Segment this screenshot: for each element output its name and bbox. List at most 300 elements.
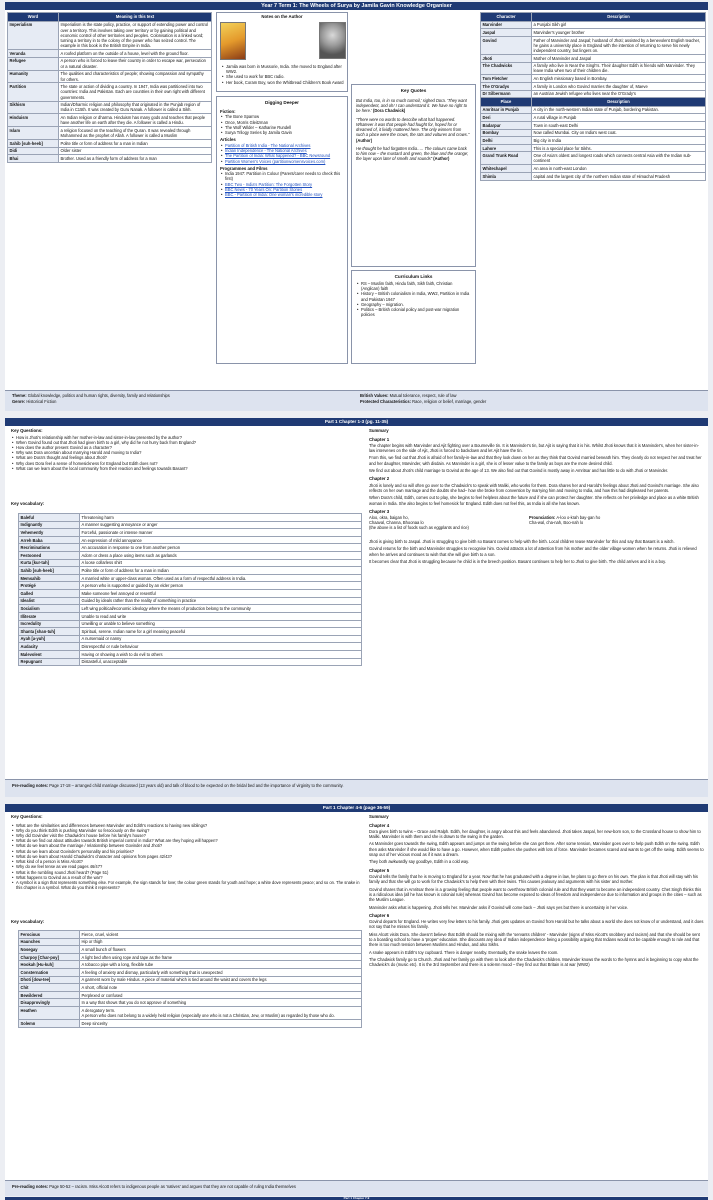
part1-ch4-6-title: Part 1 Chapter 4-6 (page 36-59) <box>5 804 708 812</box>
definition: This is a special place for Sikhs. <box>532 144 706 152</box>
key-questions-list <box>11 435 361 472</box>
chapter-2-text <box>369 483 704 506</box>
resource-link[interactable]: BBC - Partition of India: One woman's incredible story <box>225 192 323 198</box>
vocab-row <box>19 590 362 598</box>
character-row <box>481 62 706 75</box>
key-questions-title: Key Questions: <box>11 428 43 433</box>
quote-attribution: (Author) <box>433 156 450 162</box>
definition: An accusation in response to one from another person <box>80 544 362 552</box>
definition: Polite title or form of address for a man in Indian <box>59 140 212 148</box>
definition: Father of Marvinder and Jaspal; husband of Jhoti; assisted by a benevolent English teacher, he gains a university place in England with the intention of returning to serve his newly independent country, but lingers on. <box>532 36 706 54</box>
place-row <box>481 106 706 114</box>
vocab-row <box>19 597 362 605</box>
term: Shanta [shan-tuh] <box>19 628 80 636</box>
term: Consternation <box>19 969 80 977</box>
chapter-1-heading: Chapter 1 <box>369 436 390 442</box>
term: Audacity <box>19 643 80 651</box>
summary-paragraph: Govind tells the family that he is moving to England for a year. Now that he has graduated with a degree in law, he plans to go there on his own. The plan is that Jhoti will stay with his family and that she will go to work for the Chadwick's to help them with their twins. This causes jealousy and arguments with his sister and mother. <box>369 873 698 884</box>
list-item <box>220 159 344 164</box>
vocab-row <box>19 574 362 582</box>
characters-places-table <box>480 12 706 181</box>
summary-paragraph: Marvinder asks what is happening. Jhoti tells her. Marvinder asks if Govind will come back – Jhoti says yes but there is uncertainty in her voice. <box>369 904 629 910</box>
summary-title: Summary <box>369 814 389 819</box>
pre-reading-label: Pre-reading notes: <box>12 1184 49 1189</box>
quote-text: "There were no words to describe what had happened. Whatever it was that people had fought for, hoped for or dreamed of, it lividly mattered here. The only winners from such a place were the crows, the rats and vultures and crows." <box>356 116 470 138</box>
protected-characteristics-line <box>360 399 700 404</box>
term: Jhoti <box>481 54 532 62</box>
term: Bhai <box>8 155 59 163</box>
organiser-title: Year 7 Term 1: The Wheels of Surya by Jamila Gavin Knowledge Organiser <box>5 2 708 10</box>
resource-link[interactable]: Partition of British India - The National Archives <box>225 142 311 148</box>
vocab-row <box>8 147 212 155</box>
vocab-row <box>19 582 362 590</box>
quote <box>356 146 471 162</box>
term: Grand Trunk Road <box>481 152 532 165</box>
vocab-row <box>19 643 362 651</box>
resource-link[interactable]: BBC Two - India's Partition: The Forgotten Story <box>225 181 313 187</box>
definition: A rural village in Punjab <box>532 114 706 122</box>
summary-paragraph: A snake appears in Edith's toy cupboard. There is danger nearby. Eventually, the snake leaves the room. <box>369 949 559 955</box>
term: Kurta [kur-tah] <box>19 559 80 567</box>
list-item: • What is the rumbling sound Jhoti heard? (Page 51) <box>11 870 361 875</box>
term: Islam <box>8 127 59 140</box>
definition: A roofed platform on the outside of a house, level with the ground floor. <box>59 50 212 58</box>
summary-paragraph: Dora gives birth to twins – Grace and Ralph. Edith, her daughter, is angry about this and feels abandoned. Jhoti takes Jaspal, her new-born son, to the Crossland house to show him to Mailki. Marvinder is with them and she is drawn to the swing in the garden. <box>369 828 701 839</box>
vocab-row <box>19 991 362 999</box>
definition: A tobacco pipe with a long, flexible tube <box>80 961 362 969</box>
list-item: • A symbol is a sign that represents something else. For example, the sign stands for love; the colour green stands for youth and hope; a white dove represents peace; and so on. The snake in this chapter is a symbol. What do you think it represents? <box>11 880 361 890</box>
definition: Spiritual, serene. Indian name for a girl meaning peaceful <box>80 628 362 636</box>
definition: Threatening harm <box>80 514 362 522</box>
vocab-row <box>8 57 212 70</box>
definition: A garment worn by male Hindus. A piece of material which is tied around the waist and covers the legs <box>80 976 362 984</box>
programmes-heading: Programmes and Films <box>220 165 268 171</box>
character-row <box>481 75 706 83</box>
book-cover-image <box>220 22 246 60</box>
vocab-row <box>8 83 212 101</box>
place-row <box>481 144 706 152</box>
list-item: • What kind of a person is Miss Alcott? <box>11 859 361 864</box>
list-item: • Politics – British colonial policy and post-war migration policies <box>356 307 471 317</box>
chapter-1-text <box>369 443 704 474</box>
list-item <box>220 171 344 181</box>
vocab-row <box>19 976 362 984</box>
summary-p2 <box>369 428 704 774</box>
definition: A person who is supported or guided by an elder person <box>80 582 362 590</box>
vocab-row <box>19 961 362 969</box>
term: Marvinder <box>481 21 532 29</box>
resource-link: India 1947: Partition in Colour (Parent/carer needs to check this first) <box>225 171 341 182</box>
term: Whitechapel <box>481 165 532 173</box>
themes-band <box>5 390 708 411</box>
term: Badarpur <box>481 122 532 130</box>
vocab-row <box>19 635 362 643</box>
term: Jaspal <box>481 29 532 37</box>
vocab-row <box>8 127 212 140</box>
programmes-list <box>220 171 344 197</box>
vocab-row <box>19 984 362 992</box>
theme-line <box>12 393 342 398</box>
character-row <box>481 54 706 62</box>
definition: Unwilling or unable to believe something <box>80 620 362 628</box>
term: Ferocious <box>19 931 80 939</box>
food-list: Aloo, okra, baigan ho, Chaaval, Channa, Bhoonaa lo (the above is a list of foods such as eggplants and rice) <box>369 514 469 531</box>
definition: One of Asia's oldest and longest roads which connects central Asia with the Indian sub-continent <box>532 152 706 165</box>
key-quotes-box <box>351 84 476 267</box>
place-row <box>481 114 706 122</box>
chapter-3-heading: Chapter 3 <box>369 508 390 514</box>
definition: capital and the largest city of the northern Indian state of Himachal Pradesh <box>532 172 706 180</box>
articles-heading: Articles <box>220 137 236 143</box>
vocab-row <box>19 529 362 537</box>
vocab-row <box>19 552 362 560</box>
definition: Imperialism is the state policy, practice, or support of extending power and control over a territory. This involves taking over territory or by gaining political and economic control of other territories and peoples. Colonisation is a linked word; turning a territory in to the colony of the power who has seized control. The example in this book is the British Empire in India. <box>59 21 212 50</box>
vocab-row <box>8 21 212 50</box>
vocab-row <box>19 938 362 946</box>
summary-paragraph: Govind shares that in Amritsar there is a growing feeling that people want to overthrow British colonial rule and that they want to become an independent country. Chet Singh thinks this is a ridiculous idea (all he has known is colonial rule) whereas Govind has become exposed to ideas of freedom and independence due to information and groups in the cities – such as the Muslim League. <box>369 886 702 902</box>
definition: Having or showing a wish to do evil to others <box>80 650 362 658</box>
list-item: • Why do you think Edith is pushing Marvinder so ferociously on the swing? <box>11 828 361 833</box>
vocab-table-p1 <box>7 12 212 163</box>
key-vocab-heading: Key vocabulary: <box>11 501 45 506</box>
definition: Left wing political/economic ideology where the means of production belong to the community <box>80 605 362 613</box>
term: Delhi <box>481 137 532 145</box>
place-header: Place <box>481 98 532 107</box>
fiction-heading: Fiction: <box>220 108 236 114</box>
key-quotes-title: Key Quotes <box>400 88 427 93</box>
quote <box>356 98 471 114</box>
term: Sahib [suh-heeb] <box>19 567 80 575</box>
list-item: • What do we learn about Harold Chadwick's character and opinions from pages 42/43? <box>11 854 361 859</box>
list-item: • What happens to Govind as a result of the war? <box>11 875 361 880</box>
definition: A family who live in Near the Singh's. Their daughter Edith is friends with Marvinder. They leave India when two of their children die. <box>532 62 706 75</box>
list-item: • Jamila was born in Mussorie, India. She moved to England after WW2. <box>221 64 345 74</box>
resource-link[interactable]: The Partition of India: What happened? - BBC Newsround <box>225 153 331 159</box>
chapter-6-heading: Chapter 6 <box>369 912 390 918</box>
vocab-row <box>19 931 362 939</box>
author-notes-title: Notes on the Author <box>261 14 303 19</box>
term: Idealist <box>19 597 80 605</box>
place-row <box>481 137 706 145</box>
word-header: Word <box>8 13 59 22</box>
definition: In a way that shows that you do not approve of something <box>80 999 362 1007</box>
vocab-row <box>8 155 212 163</box>
definition: A married white or upper-class woman. Often used as a form of respectful address in India. <box>80 574 362 582</box>
definition: Big city in India <box>532 137 706 145</box>
term: Solemn <box>19 1019 80 1027</box>
summary-paragraph: Jhoti is giving birth to Jaspal. Jhoti is struggling to give birth so Basant comes to help with the birth. Local children tease Marvinder for this and say that Basant is a witch. <box>369 538 675 544</box>
term: Sahib [suh-heeb] <box>8 140 59 148</box>
protected-characteristics-text: Race, religion or belief, marriage, gender <box>410 399 487 404</box>
term: Charpoy [Char-poy] <box>19 953 80 961</box>
term: Nosegay <box>19 946 80 954</box>
term: Chit <box>19 984 80 992</box>
key-questions-p3 <box>11 814 361 916</box>
author-photo <box>319 22 346 59</box>
key-vocab-title-p2 <box>11 499 311 507</box>
vocab-row <box>19 953 362 961</box>
definition: A feeling of anxiety and dismay, particularly with something that is unexpected <box>80 969 362 977</box>
knowledge-organiser-page-3 <box>5 804 708 1196</box>
chapter-6-text <box>369 919 704 968</box>
term: Festooned <box>19 552 80 560</box>
character-row <box>481 29 706 37</box>
list-item: • What can we learn about the local community from their reaction and feelings towards Basant? <box>11 466 361 471</box>
british-values-line <box>360 393 700 398</box>
term: Vehemently <box>19 529 80 537</box>
vocab-row <box>19 536 362 544</box>
definition: A person who is forced to leave their country in order to escape war, persecution or a natural disaster. <box>59 57 212 70</box>
definition: Mother of Marvinder and Jaspal <box>532 54 706 62</box>
summary-paragraph: Govind returns for the birth and Marvinder struggles to recognise him. Govind attracts a lot of attention from his mother and the older village women when he returns. Jhoti is relieved when he arrives and continues to wish that she will give birth to a son. <box>369 546 697 557</box>
summary-paragraph: Miss Alcott visits Dora. She doesn't believe that Edith should be mixing with the 'servants children' - Marvinder (signs of Miss Alcott's snobbery and racism) and that she should be sent to a boarding school to have a 'proper' education. She discounts any idea of Indian independence being a possibility arguing that Indians would not be capable enough to rule and that there is too much tension between Muslims and Hindus, and also Sikhs. <box>369 931 700 948</box>
definition: Indian/Dharmic religion and philosophy that originated in the Punjab region of India in C15th. It was created by Guru Nanak. A follower is called a Sikh. <box>59 101 212 114</box>
vocab-row <box>19 999 362 1007</box>
pre-reading-band-p2 <box>5 779 708 797</box>
character-row <box>481 90 706 98</box>
knowledge-organiser-page-2 <box>5 418 708 797</box>
term: Partition <box>8 83 59 101</box>
curriculum-links-box <box>351 270 476 364</box>
summary-paragraph: Govind departs for England. He writes very few letters to his family. Jhoti gets updates on Govind from Harold but he talks about a world she does not know of or understand, and it does not say that he misses his family. <box>369 918 704 930</box>
vocab-row <box>8 70 212 83</box>
term: Indignantly <box>19 521 80 529</box>
vocab-row <box>19 628 362 636</box>
definition: Forceful, passionate or intense manner <box>80 529 362 537</box>
genre-text: Historical Fiction <box>25 399 57 404</box>
definition: Polite title or form of address for a man in Indian <box>80 567 362 575</box>
definition: A nursemaid or nanny <box>80 635 362 643</box>
place-row <box>481 122 706 130</box>
pre-reading-text: Page 50-52 – racism. Miss Alcott refers to indigenous people as 'natives' and argues that they are not capable of ruling India themselves <box>48 1184 296 1189</box>
vocab-row <box>19 521 362 529</box>
list-item: • When Govind found out that Jhoti had given birth to a girl, why did he not hurry back from England? <box>11 440 361 445</box>
summary-paragraph: They both awkwardly say goodbye, Edith in a cold way. <box>369 859 470 865</box>
term: Imperialism <box>8 21 59 50</box>
british-values-text: Mutual tolerance, respect, rule of law <box>388 393 457 398</box>
term: Repugnant <box>19 658 80 666</box>
place-row <box>481 129 706 137</box>
definition: a Punjabi Sikh girl <box>532 21 706 29</box>
definition: Hip or thigh <box>80 938 362 946</box>
definition: Marvinder's younger brother <box>532 29 706 37</box>
pre-reading-label: Pre-reading notes: <box>12 783 49 788</box>
meaning-header: Meaning in this text <box>59 13 212 22</box>
term: Veranda <box>8 50 59 58</box>
resource-link[interactable]: Partition Women's Voices (partitionwomensvoices.com) <box>225 158 326 164</box>
term: Amritsar in Punjab <box>481 106 532 114</box>
vocab-row <box>8 101 212 114</box>
term: Haunches <box>19 938 80 946</box>
definition: Guided by ideals rather than the reality of something in practice <box>80 597 362 605</box>
vocab-table-p2 <box>18 513 362 666</box>
list-item: • What are Dora's thought and feelings about Jhoti? <box>11 455 361 460</box>
term: Heathen <box>19 1007 80 1020</box>
chapter-5-text <box>369 874 704 910</box>
summary-paragraph: As Marvinder goes towards the swing, Edith appears and jumps on the swing before she can get there. After some tension, Marvinder goes over to help push Edith on the swing. Edith then asks Marvinder if she would like to have a go. However, when Edith pushes she pushes with lots of force. Marvinder becames scared and wants to get off the swing. Edith seems to snap out of her vicious mood as if it was a dream. <box>369 841 704 857</box>
term: Protégé <box>19 582 80 590</box>
pre-reading-band-p3 <box>5 1180 708 1196</box>
list-item: • Why do we feel tense as we read pages 46/47? <box>11 864 361 869</box>
list-item: • Why did Govinder visit the Chadwick's house before his family's house? <box>11 833 361 838</box>
term: Shimla <box>481 172 532 180</box>
list-item: • Her book, Coram Boy, won the Whitbread Children's Book Award <box>221 80 345 85</box>
resource-link[interactable]: Indian Independence - The National Archives <box>225 148 307 154</box>
digging-deeper-box <box>216 96 348 364</box>
place-header-row <box>481 98 706 107</box>
definition: Brother. Used as a friendly form of address for a man <box>59 155 212 163</box>
list-item: • The Wolf Wilder – Katharine Rundell <box>220 125 344 130</box>
term: Memsahib <box>19 574 80 582</box>
term: Sikhism <box>8 101 59 114</box>
term: Humanity <box>8 70 59 83</box>
character-row <box>481 21 706 29</box>
chapter-4-heading: Chapter 4 <box>369 822 390 828</box>
list-item: • Surya Trilogy Series by Jamila Gavin <box>220 130 344 135</box>
vocab-row <box>19 605 362 613</box>
key-questions-list <box>11 823 361 891</box>
definition: Town in south-east Delhi <box>532 122 706 130</box>
term: Arreh Baba <box>19 536 80 544</box>
vocab-table-p3 <box>18 930 362 1028</box>
definition: A short, official note <box>80 984 362 992</box>
vocab-row <box>19 969 362 977</box>
chapter-2-heading: Chapter 2 <box>369 476 390 482</box>
definition: An Indian religion or dharma. Hinduism has many gods and teaches that people have another life on earth after they die. A follower is called a Hindu. <box>59 114 212 127</box>
summary-p3 <box>369 814 704 1178</box>
definition: An area in north-east London <box>532 165 706 173</box>
term: The O'Gradys <box>481 82 532 90</box>
key-questions-title: Key Questions: <box>11 814 43 819</box>
list-item: • Why does Dora feel a sense of homesickness for England but Edith does not? <box>11 461 361 466</box>
definition: Unable to read and write <box>80 612 362 620</box>
vocab-row <box>19 612 362 620</box>
definition: A manner suggesting annoyance or anger <box>80 521 362 529</box>
articles-list <box>220 143 344 164</box>
british-values-label: British Values: <box>360 393 389 398</box>
definition: A family in London who Govind marries the daughter of, Maeve <box>532 82 706 90</box>
vocab-row <box>19 650 362 658</box>
part1-ch1-3-title: Part 1 Chapter 1-3 (pg. 11-35) <box>5 418 708 426</box>
pronunciation-text: A-loo o-krah bay-gan ho Cha-wal, cha-nah, Boo-nah lo <box>529 514 601 526</box>
vocab-row <box>19 658 362 666</box>
list-item: • What do we find out about attitudes towards British imperial control in India? What are they hoping will happen? <box>11 838 361 843</box>
list-item: • How does the author present Govind as a character? <box>11 445 361 450</box>
list-item: • History – British colonialism in India, WW2, Partition in India and Pakistan 1947 <box>356 291 471 301</box>
term: Dr Silbermann <box>481 90 532 98</box>
term: Refugee <box>8 57 59 70</box>
definition: Disrespectful or rude behaviour <box>80 643 362 651</box>
genre-line <box>12 399 342 404</box>
food-list-block <box>369 515 704 537</box>
key-vocab-title-p3 <box>11 917 311 925</box>
curriculum-links-title: Curriculum Links <box>394 274 433 279</box>
quote-attribution: (Dora Chadwick) <box>372 108 406 114</box>
digging-deeper-title: Digging Deeper <box>265 100 299 105</box>
term: Govind <box>481 36 532 54</box>
key-quotes-list <box>356 98 471 162</box>
definition: A small bunch of flowers <box>80 946 362 954</box>
term: Illiterate <box>19 612 80 620</box>
term: Didi <box>8 147 59 155</box>
term: Dhoti [dow-tee] <box>19 976 80 984</box>
character-row <box>481 36 706 54</box>
term: Recriminations <box>19 544 80 552</box>
term: Socialism <box>19 605 80 613</box>
summary-paragraph: From this, we find out that Jhoti is afraid of her family-in-law and that they look down on her as they think that Govind married beneath him. They clearly do not respect her and treat her and her daughter, Marvinder, with disdain. As Marvinder is a girl, she is of lesser value to the family as boys are the more desired child. <box>369 455 702 466</box>
definition: A loose collarless shirt <box>80 559 362 567</box>
term: Bombay <box>481 129 532 137</box>
summary-paragraph: When Dora's child, Edith, comes out to play, she begins to feel helpless about the future and if she can protect her daughter. She reflects on her priviledge and place as a white British woman in India. She also begins to feel homesick for England. Edith does not feel this, as India is all she has known. <box>369 495 699 506</box>
term: Baleful <box>19 514 80 522</box>
quote-text: He thought he had forgotten India….. The colours came back to him now – the mustard and green, the blue and the orange; the layer upon later of smells and sounds" <box>356 145 469 162</box>
part1-ch7-9-title: Part 1 Chapter 7-9 <box>5 1197 708 1200</box>
chapter-5-heading: Chapter 5 <box>369 867 390 873</box>
list-item: • She used to work for BBC radio. <box>221 74 345 79</box>
definition: An expression of mild annoyance <box>80 536 362 544</box>
definition: an Austrian Jewish refugee who lives near the O'Grady's <box>532 90 706 98</box>
char-desc-header: Description <box>532 13 706 22</box>
vocab-row <box>19 567 362 575</box>
vocab-row <box>19 559 362 567</box>
definition: Fierce, cruel, violent <box>80 931 362 939</box>
vocab-row <box>19 946 362 954</box>
key-questions-p2 <box>11 428 361 498</box>
term: The Chadwicks <box>481 62 532 75</box>
summary-paragraph: We find out about Jhoti's child marriage to Govind at the age of 13. We also find out that Govind is mostly away in Amritsar and has little to do with Jhoti or Marvinder. <box>369 468 669 474</box>
list-item: • Why was Dora uncertain about marrying Harold and moving to India? <box>11 450 361 455</box>
list-item <box>220 192 344 197</box>
term: Bewildered <box>19 991 80 999</box>
vocab-row <box>19 620 362 628</box>
author-notes-list <box>221 64 345 85</box>
list-item: • What do we learn about Govinder's personality and his priorities? <box>11 849 361 854</box>
curriculum-links-list <box>356 281 471 318</box>
vocab-row <box>19 514 362 522</box>
list-item: • What do we learn about the marriage / relationship between Govinder and Jhoti? <box>11 843 361 848</box>
summary-paragraph: The Chadwick family go to Church. Jhoti and her family go with them to look after the Chadwick's children. Marvinder knows the words to the hymns and is beginning to copy what the Chadwick's do (music etc). It is the 3rd September and there is a solemn mood – they find out that Britain is at war (WW2) <box>369 957 699 968</box>
list-item: • What are the similarities and differences between Marvinder and Edith's reactions to having new siblings? <box>11 823 361 828</box>
list-item: • How is Jhoti's relationship with her mother-in-law and sister-in-law presented by the author? <box>11 435 361 440</box>
summary-title: Summary <box>369 428 389 433</box>
place-desc-header: Description <box>532 98 706 107</box>
term: Hookah [Hu-kuh] <box>19 961 80 969</box>
theme-label: Theme: <box>12 393 27 398</box>
definition: A derogatory term. A person who does not belong to a widely held religion (especially one who is not a Christian, Jew, or Muslim) as regarded by those who do. <box>80 1007 362 1020</box>
pronunciation <box>529 515 704 525</box>
vocab-row <box>19 1007 362 1020</box>
fiction-list <box>220 114 344 135</box>
term: Malevolent <box>19 650 80 658</box>
list-item: • RS – Muslim faith, Hindu faith, Sikh faith, Christian (Anglican) faith <box>356 281 471 291</box>
place-row <box>481 165 706 173</box>
definition: An English missionary based in Bombay. <box>532 75 706 83</box>
key-vocab-heading: Key vocabulary: <box>11 919 45 924</box>
definition: Perplexed or confused <box>80 991 362 999</box>
term: Deri <box>481 114 532 122</box>
definition: a religion focused on the teaching of the Quran. It was revealed through Mohammed as the prophet of Allah. A follower is called a Muslim <box>59 127 212 140</box>
genre-label: Genre: <box>12 399 26 404</box>
chapter-3-text <box>369 539 704 565</box>
vocab-row <box>19 1019 362 1027</box>
list-item: • Once, Morris Gleitzman <box>220 120 344 125</box>
definition: Deep sincerity <box>80 1019 362 1027</box>
term: Lahore <box>481 144 532 152</box>
resource-link[interactable]: BBC News - 70 Years On: Partition Stories <box>225 186 303 192</box>
vocab-row <box>19 544 362 552</box>
vocab-row <box>8 114 212 127</box>
quote <box>356 117 471 143</box>
